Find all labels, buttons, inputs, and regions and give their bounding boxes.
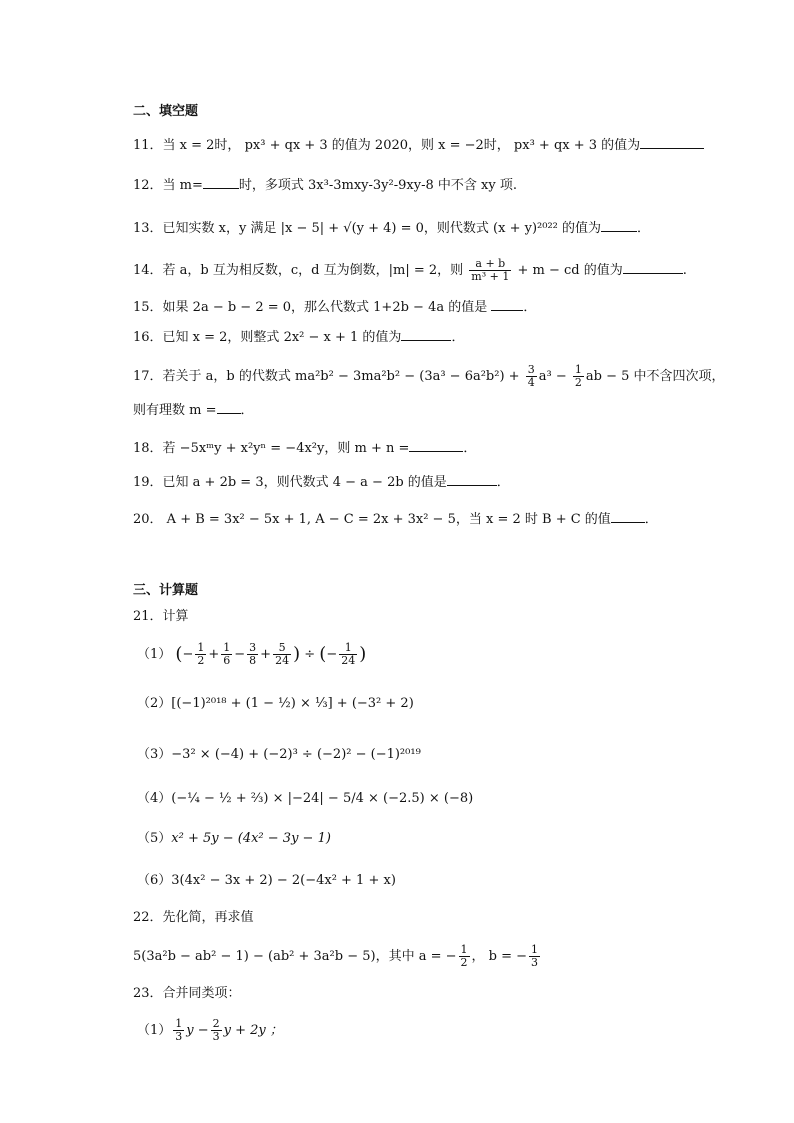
part-label: （5） [137, 831, 172, 846]
question-21-part-3 [133, 745, 734, 765]
question-21-part-6 [133, 871, 734, 891]
part-label: （1） [137, 1023, 172, 1038]
section-title-calculation: 三、计算题 [133, 583, 199, 598]
fraction: $\frac{1}{2}$ [460, 943, 468, 969]
answer-blank[interactable] [217, 399, 241, 414]
answer-blank[interactable] [491, 296, 523, 311]
question-19: 19．已知 a + 2b = 3，则代数式 4 − a − 2b 的值是 ． [133, 471, 734, 493]
question-12-text-a: 12．当 m= [133, 178, 203, 193]
answer-blank[interactable] [409, 437, 463, 452]
part-expression: −3² × (−4) + (−2)³ ÷ (−2)² − (−1)²⁰¹⁹ [171, 747, 421, 762]
fraction: $\frac{a + b}{\text{m³ + 1}}$ [471, 257, 510, 283]
fraction: $\frac{3}{4}$ [527, 363, 535, 389]
question-14-text-b: + m − cd 的值为 [517, 263, 623, 278]
question-13-text: 13．已知实数 x，y 满足 |x − 5| + √(y + 4) = 0，则代数式 (x + y)²⁰²² 的值为 [133, 221, 602, 236]
question-21-part-4 [133, 789, 734, 809]
answer-blank[interactable] [623, 259, 683, 274]
question-12-text-b: 时，多项式 3x³-3mxy-3y²-9xy-8 中不含 xy 项. [238, 178, 517, 193]
part-expression: 3(4x² − 3x + 2) − 2(−4x² + 1 + x) [171, 873, 396, 888]
question-23-part-1 [133, 1018, 734, 1043]
question-17-continued: 则有理数 m = ． [133, 399, 734, 421]
question-17-text-c: ab − 5 中不含四次项， [585, 369, 725, 384]
question-17-text-d: 则有理数 m = [133, 403, 217, 418]
answer-blank[interactable] [601, 217, 637, 232]
question-22-expression [133, 944, 734, 969]
question-23-title: 23．合并同类项： [133, 986, 241, 1001]
question-20-text: 20． A + B = 3x² − 5x + 1, A − C = 2x + 3x² − 5，当 x = 2 时 B + C 的值 [133, 512, 611, 527]
question-17-text-a: 17．若关于 a，b 的代数式 ma²b² − 3ma²b² − (3a³ − 6a²b²) + [133, 369, 520, 384]
question-21-part-5 [133, 829, 734, 849]
question-20: 20． A + B = 3x² − 5x + 1, A − C = 2x + 3x² − 5，当 x = 2 时 B + C 的值 ． [133, 508, 734, 530]
question-14: 14．若 a，b 互为相反数，c，d 互为倒数，|m| = 2，则 $\frac{a + b}{\text{m³ + 1}}$ + m − cd 的值为 . [133, 257, 687, 283]
expression-text: y − [186, 1023, 209, 1038]
part-expression: (−¼ − ½ + ⅔) × |−24| − 5/4 × (−2.5) × (−8) [171, 791, 474, 806]
question-21-part-2 [133, 694, 734, 714]
question-21-title: 21．计算 [133, 609, 189, 624]
question-14-text-a: 14．若 a，b 互为相反数，c，d 互为倒数，|m| = 2，则 [133, 263, 464, 278]
fraction: $\frac{1}{3}$ [531, 943, 539, 969]
fraction: $\frac{1}{2}$ [574, 363, 582, 389]
part-expression: [(−1)²⁰¹⁸ + (1 − ½) × ⅓] + (−3² + 2) [171, 696, 414, 711]
part-label: （4） [137, 791, 172, 806]
question-19-text: 19．已知 a + 2b = 3，则代数式 4 − a − 2b 的值是 [133, 475, 447, 490]
question-15-text: 15．如果 2a − b − 2 = 0，那么代数式 1+2b − 4a 的值是 [133, 300, 488, 315]
part-label: （3） [137, 747, 172, 762]
question-22-title: 22．先化简，再求值 [133, 910, 254, 925]
question-11 [133, 134, 734, 156]
question-12 [133, 174, 734, 196]
fraction: $\frac{2}{3}$ [212, 1017, 220, 1043]
expression-text: 5(3a²b − ab² − 1) − (ab² + 3a²b − 5)，其中 a = − [133, 949, 457, 964]
part-label: （6） [137, 873, 172, 888]
expression-text: y + 2y ； [223, 1023, 283, 1038]
question-18-text: 18．若 −5xᵐy + x²yⁿ = −4x²y，则 m + n = [133, 441, 410, 456]
question-18: 18．若 −5xᵐy + x²yⁿ = −4x²y，则 m + n = ． [133, 437, 734, 459]
answer-blank[interactable] [611, 508, 645, 523]
fraction: $\frac{1}{3}$ [175, 1017, 183, 1043]
section-title-fill-blank: 二、填空题 [133, 104, 199, 119]
answer-blank[interactable] [640, 134, 704, 149]
part-label: （2） [137, 696, 172, 711]
part-label: （1） [137, 647, 172, 662]
answer-blank[interactable] [401, 326, 451, 341]
question-13: 13．已知实数 x，y 满足 |x − 5| + √(y + 4) = 0，则代数式 (x + y)²⁰²² 的值为 ． [133, 217, 734, 239]
question-16-text: 16．已知 x = 2，则整式 2x² − x + 1 的值为 [133, 330, 402, 345]
expression-text: ， b = − [471, 949, 528, 964]
question-11-text: 11．当 x = 2时， px³ + qx + 3 的值为 2020，则 x = −2时， px³ + qx + 3 的值为 [133, 138, 641, 153]
question-15: 15．如果 2a − b − 2 = 0，那么代数式 1+2b − 4a 的值是 ． [133, 296, 734, 318]
question-17 [133, 364, 734, 389]
answer-blank[interactable] [447, 471, 497, 486]
question-17-text-b: a³ − [538, 369, 567, 384]
question-16: 16．已知 x = 2，则整式 2x² − x + 1 的值为 ． [133, 326, 734, 348]
question-21-part-1: （1） (− $\frac{1}{2}$ + $\frac{1}{6}$ − $\frac{3}{8}$ + $\frac{5}{24}$ ) ÷ (− $\frac{1}{24}$ ) [137, 641, 367, 667]
answer-blank[interactable] [203, 174, 239, 189]
part-expression: x² + 5y − (4x² − 3y − 1) [171, 831, 331, 846]
